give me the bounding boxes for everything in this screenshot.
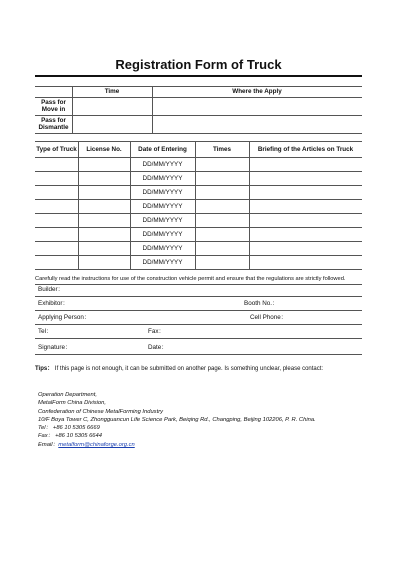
date-of-entering-cell[interactable]: DD/MM/YYYY: [142, 202, 183, 210]
truck-header-date: Date of Entering: [138, 145, 187, 153]
contact-email-link[interactable]: metalform@chinaforge.org.cn: [58, 441, 135, 448]
truck-header-briefing: Briefing of the Articles on Truck: [257, 145, 354, 153]
truck-table-row-divider: [35, 227, 362, 228]
date-of-entering-cell[interactable]: DD/MM/YYYY: [142, 160, 183, 168]
truck-table-row-divider: [35, 241, 362, 242]
cell-phone-label: Cell Phone：: [250, 314, 288, 321]
apply-header-where: Where the Apply: [232, 88, 282, 95]
apply-table-row-divider: [35, 115, 362, 116]
tel-label: Tel：: [38, 328, 53, 335]
contact-fax: Fax： +86 10 5305 6644: [38, 433, 102, 440]
builder-label: Builder：: [38, 286, 64, 293]
tips-label: Tips：: [35, 366, 54, 372]
contact-division: MetalForm China Division,: [38, 400, 106, 407]
builder-line[interactable]: [35, 296, 362, 297]
contact-department: Operation Department,: [38, 392, 97, 398]
apply-table-bottom-border: [35, 133, 362, 134]
truck-table-col-divider: [249, 141, 250, 269]
date-of-entering-cell[interactable]: DD/MM/YYYY: [142, 258, 183, 266]
apply-table-header-divider: [35, 97, 362, 98]
truck-table-row-divider: [35, 255, 362, 256]
exhibitor-label: Exhibitor：: [38, 300, 69, 307]
truck-table-row-divider: [35, 171, 362, 172]
truck-header-license: License No.: [86, 145, 122, 153]
apply-header-time: Time: [104, 88, 120, 95]
tips-line: [35, 365, 323, 373]
applying-person-line[interactable]: [35, 324, 362, 325]
truck-table-row-divider: [35, 185, 362, 186]
contact-block: [38, 391, 316, 449]
date-of-entering-cell[interactable]: DD/MM/YYYY: [142, 244, 183, 252]
apply-row-dismantle: Pass for Dismantle: [38, 117, 69, 131]
truck-table-header-divider: [35, 157, 362, 158]
truck-table-row-divider: [35, 199, 362, 200]
tel-line[interactable]: [35, 338, 362, 339]
date-label: Date：: [148, 344, 168, 351]
truck-table-bottom-border: [35, 269, 362, 270]
date-of-entering-cell[interactable]: DD/MM/YYYY: [142, 230, 183, 238]
contact-address: 10/F Boya Tower C, Zhongguancun Life Science Park, Beiqing Rd., Changping, Beijing 102206, P. R. China.: [38, 416, 316, 423]
fax-label: Fax：: [148, 328, 165, 335]
apply-row-move-in: Pass for Move in: [41, 99, 66, 113]
title-underline: [35, 75, 362, 77]
tips-text: If this page is not enough, it can be submitted on another page. Is something unclear, please contact:: [54, 366, 324, 372]
form-title: Registration Form of Truck: [115, 57, 282, 72]
instructions-underline: [35, 284, 362, 285]
contact-email-row: [38, 441, 316, 449]
contact-email-label: Email：: [38, 441, 59, 448]
truck-table-row-divider: [35, 213, 362, 214]
signature-label: Signature：: [38, 344, 72, 351]
truck-header-type: Type of Truck: [36, 145, 77, 153]
date-of-entering-cell[interactable]: DD/MM/YYYY: [142, 216, 183, 224]
applying-person-label: Applying Person：: [38, 314, 91, 321]
contact-tel: Tel： +86 10 5305 6669: [38, 425, 100, 432]
date-of-entering-cell[interactable]: DD/MM/YYYY: [142, 174, 183, 182]
truck-table-col-divider: [195, 141, 196, 269]
date-of-entering-cell[interactable]: DD/MM/YYYY: [142, 188, 183, 196]
truck-header-times: Times: [212, 145, 232, 153]
booth-no-label: Booth No.：: [244, 300, 279, 307]
signature-line[interactable]: [35, 354, 362, 355]
truck-table-col-divider: [78, 141, 79, 269]
instructions-note: Carefully read the instructions for use of the construction vehicle permit and ensure that the regulations are strictly followed.: [35, 276, 346, 282]
contact-organization: Confederation of Chinese MetalForming Industry: [38, 408, 164, 415]
exhibitor-line[interactable]: [35, 310, 362, 311]
